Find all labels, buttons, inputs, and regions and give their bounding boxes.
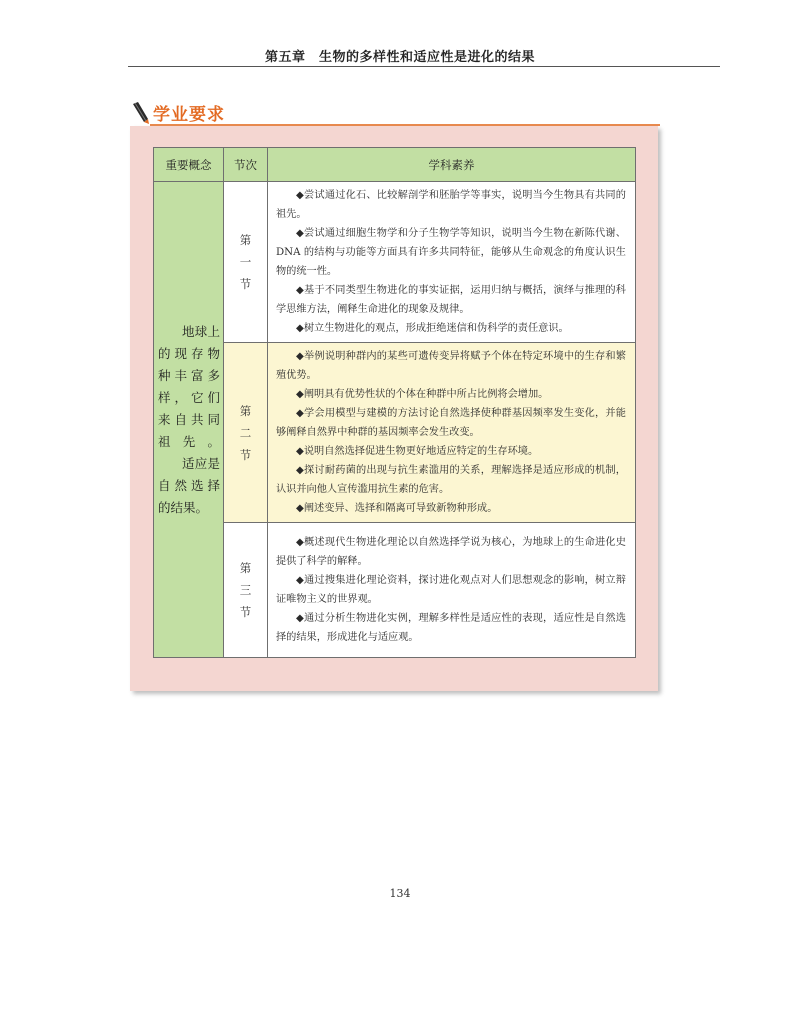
literacy-cell	[268, 343, 636, 523]
column-header-literacy: 学科素养	[268, 148, 636, 182]
column-header-concept: 重要概念	[154, 148, 224, 182]
concept-text-common-ancestor: 地球上的现存物种丰富多样，它们来自共同祖先。	[158, 323, 220, 449]
section-label-3: 第 三 节	[239, 561, 252, 619]
list-item: ◆通过搜集进化理论资料，探讨进化观点对人们思想观念的影响，树立辩证唯物主义的世界观。	[276, 575, 626, 605]
list-item: ◆尝试通过细胞生物学和分子生物学等知识，说明当今生物在新陈代谢、DNA 的结构与功能等方面具有许多共同特征，能够从生命观念的角度认识生物的统一性。	[276, 228, 626, 277]
list-item: ◆基于不同类型生物进化的事实证据，运用归纳与概括，演绎与推理的科学思维方法，阐释生命进化的现象及规律。	[276, 285, 626, 315]
requirements-table	[153, 147, 636, 658]
table-row	[154, 523, 636, 658]
list-item: ◆通过分析生物进化实例，理解多样性是适应性的表现，适应性是自然选择的结果，形成进化与适应观。	[276, 613, 626, 643]
section-label-1: 第 一 节	[239, 233, 252, 291]
list-item: ◆阐明具有优势性状的个体在种群中所占比例将会增加。	[296, 389, 549, 400]
section-label-cell	[224, 523, 268, 658]
page-number: 134	[389, 887, 411, 900]
table-header-row	[154, 148, 636, 182]
chapter-title: 第五章 生物的多样性和适应性是进化的结果	[264, 50, 535, 65]
list-item: ◆阐述变异、选择和隔离可导致新物种形成。	[296, 503, 498, 514]
header-divider	[128, 66, 720, 67]
section-label-cell	[224, 343, 268, 523]
requirements-panel	[130, 126, 658, 691]
list-item: ◆学会用模型与建模的方法讨论自然选择使种群基因频率发生变化，并能够阐释自然界中种群的基因频率会发生改变。	[276, 408, 626, 438]
important-concept-cell	[154, 182, 224, 658]
list-item: ◆探讨耐药菌的出现与抗生素滥用的关系，理解选择是适应形成的机制，认识并向他人宣传滥用抗生素的危害。	[276, 465, 626, 495]
list-item: ◆尝试通过化石、比较解剖学和胚胎学等事实，说明当今生物具有共同的祖先。	[276, 190, 626, 220]
table-row	[154, 343, 636, 523]
list-item: ◆举例说明种群内的某些可遗传变异将赋予个体在特定环境中的生存和繁殖优势。	[276, 351, 626, 381]
list-item: ◆说明自然选择促进生物更好地适应特定的生存环境。	[296, 446, 539, 457]
table-row	[154, 182, 636, 343]
section-label-2: 第 二 节	[239, 403, 252, 462]
concept-text-adaptation: 适应是自然选择的结果。	[158, 455, 220, 515]
literacy-cell	[268, 182, 636, 343]
column-header-section: 节次	[224, 148, 268, 182]
list-item: ◆树立生物进化的观点，形成拒绝迷信和伪科学的责任意识。	[296, 323, 569, 334]
section-title: 学业要求	[153, 105, 225, 125]
literacy-cell	[268, 523, 636, 658]
section-heading	[130, 100, 225, 125]
list-item: ◆概述现代生物进化理论以自然选择学说为核心，为地球上的生命进化史提供了科学的解释。	[276, 537, 626, 567]
section-label-cell	[224, 182, 268, 343]
pencil-icon	[130, 102, 150, 124]
